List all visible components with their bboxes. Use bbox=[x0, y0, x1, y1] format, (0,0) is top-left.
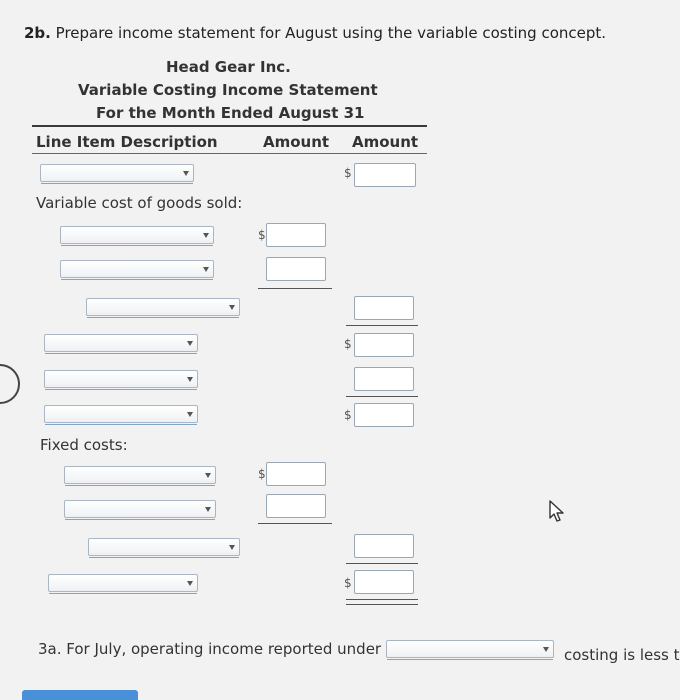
mouse-pointer-icon bbox=[548, 500, 568, 524]
dollar-sign: $ bbox=[344, 166, 352, 180]
column-header-rule bbox=[32, 153, 427, 154]
dollar-sign: $ bbox=[344, 337, 352, 351]
line-item-dropdown-11[interactable] bbox=[48, 574, 198, 592]
amount2-input-5[interactable] bbox=[354, 333, 414, 357]
line-item-dropdown-2[interactable] bbox=[60, 226, 214, 244]
subtotal-rule bbox=[258, 288, 332, 289]
section-label-variable-cogs: Variable cost of goods sold: bbox=[36, 194, 243, 212]
submit-button[interactable] bbox=[22, 690, 138, 700]
subtotal-rule bbox=[346, 563, 418, 564]
question-3a-tail: costing is less t bbox=[564, 646, 680, 664]
subtotal-rule bbox=[346, 325, 418, 326]
amount2-input-6[interactable] bbox=[354, 367, 414, 391]
question-2b bbox=[24, 24, 606, 42]
question-2b-number: 2b. bbox=[24, 24, 51, 42]
dollar-sign: $ bbox=[258, 467, 266, 481]
amount1-input-8[interactable] bbox=[266, 462, 326, 486]
column-header-amount-1: Amount bbox=[263, 133, 330, 151]
section-label-fixed-costs: Fixed costs: bbox=[40, 436, 128, 454]
total-double-rule bbox=[346, 599, 418, 605]
amount1-input-3[interactable] bbox=[266, 257, 326, 281]
line-item-dropdown-3[interactable] bbox=[60, 260, 214, 278]
costing-method-dropdown[interactable] bbox=[386, 640, 554, 658]
subtotal-rule bbox=[258, 523, 332, 524]
statement-title: Variable Costing Income Statement bbox=[78, 81, 378, 99]
line-item-dropdown-10[interactable] bbox=[88, 538, 240, 556]
subtotal-rule bbox=[346, 396, 418, 397]
line-item-dropdown-8[interactable] bbox=[64, 466, 216, 484]
amount2-input-1[interactable] bbox=[354, 163, 416, 187]
line-item-dropdown-4[interactable] bbox=[86, 298, 240, 316]
column-header-amount-2: Amount bbox=[352, 133, 419, 151]
amount2-input-7[interactable] bbox=[354, 403, 414, 427]
question-2b-text: Prepare income statement for August using the variable costing concept. bbox=[55, 24, 607, 42]
dollar-sign: $ bbox=[344, 576, 352, 590]
amount2-input-4[interactable] bbox=[354, 296, 414, 320]
dollar-sign: $ bbox=[258, 228, 266, 242]
line-item-dropdown-7[interactable] bbox=[44, 405, 198, 423]
line-item-dropdown-6[interactable] bbox=[44, 370, 198, 388]
amount1-input-9[interactable] bbox=[266, 494, 326, 518]
line-item-dropdown-1[interactable] bbox=[40, 164, 194, 182]
company-name: Head Gear Inc. bbox=[166, 58, 291, 76]
dollar-sign: $ bbox=[344, 408, 352, 422]
amount2-input-10[interactable] bbox=[354, 534, 414, 558]
question-3a-text: 3a. For July, operating income reported under bbox=[38, 640, 382, 658]
column-header-line-item: Line Item Description bbox=[36, 133, 218, 151]
header-rule bbox=[32, 125, 427, 127]
statement-period: For the Month Ended August 31 bbox=[96, 104, 365, 122]
line-item-dropdown-9[interactable] bbox=[64, 500, 216, 518]
amount2-input-11[interactable] bbox=[354, 570, 414, 594]
amount1-input-2[interactable] bbox=[266, 223, 326, 247]
line-item-dropdown-5[interactable] bbox=[44, 334, 198, 352]
edge-circle-icon bbox=[0, 364, 20, 404]
